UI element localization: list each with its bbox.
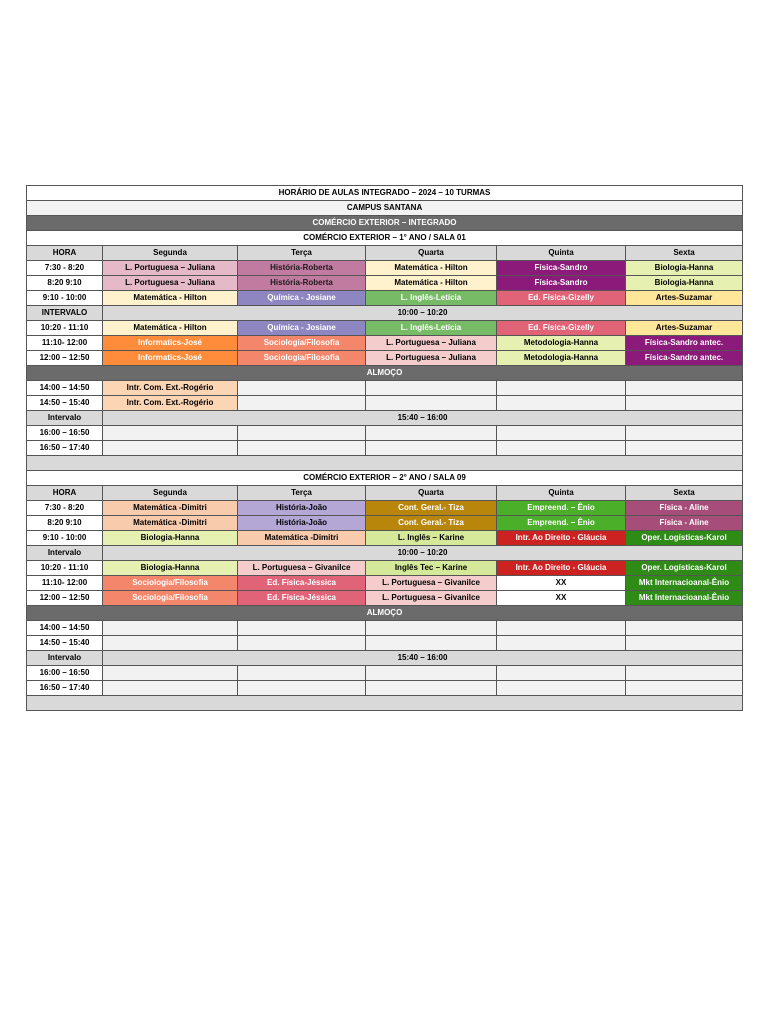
header-terca: Terça — [238, 246, 366, 261]
class-cell: L. Portuguesa – Givanilce — [238, 561, 366, 576]
class-cell: Sociologia/Filosofia — [103, 591, 238, 606]
table-row — [27, 276, 743, 291]
empty-cell — [103, 666, 238, 681]
break-time: 15:40 – 16:00 — [103, 411, 743, 426]
class-cell: Intr. Ao Direito - Gláucia — [497, 531, 626, 546]
table-row — [27, 396, 743, 411]
break-time: 10:00 – 10:20 — [103, 546, 743, 561]
empty-cell — [103, 621, 238, 636]
class-cell: Artes-Suzamar — [626, 291, 743, 306]
time-cell: 7:30 - 8:20 — [27, 501, 103, 516]
table-row — [27, 291, 743, 306]
table-row — [27, 561, 743, 576]
header-quarta: Quarta — [366, 246, 497, 261]
class-cell: Mkt Internacioanal-Ênio — [626, 576, 743, 591]
class-cell: Cont. Geral.- Tiza — [366, 516, 497, 531]
time-cell: 14:50 – 15:40 — [27, 396, 103, 411]
header-segunda: Segunda — [103, 246, 238, 261]
campus-name: CAMPUS SANTANA — [27, 201, 743, 216]
empty-cell — [238, 396, 366, 411]
class-cell: Matemática -Dimitri — [238, 531, 366, 546]
class-cell: Matemática - Hilton — [366, 261, 497, 276]
empty-cell — [626, 621, 743, 636]
break-time: 15:40 – 16:00 — [103, 651, 743, 666]
break-label: INTERVALO — [27, 306, 103, 321]
empty-cell — [366, 636, 497, 651]
empty-cell — [366, 381, 497, 396]
lunch-label: ALMOÇO — [27, 606, 743, 621]
table-row — [27, 531, 743, 546]
empty-cell — [626, 636, 743, 651]
break-label: Intervalo — [27, 546, 103, 561]
class-cell: Sociologia/Filosofia — [103, 576, 238, 591]
class-cell: Sociologia/Filosofia — [238, 336, 366, 351]
class-cell: Matemática -Dimitri — [103, 516, 238, 531]
header-quinta: Quinta — [497, 486, 626, 501]
break-row — [27, 306, 743, 321]
table-row — [27, 666, 743, 681]
table-row — [27, 351, 743, 366]
class-cell: Informatics-José — [103, 336, 238, 351]
table-row — [27, 321, 743, 336]
empty-cell — [366, 666, 497, 681]
class-cell: Biologia-Hanna — [626, 276, 743, 291]
time-cell: 11:10- 12:00 — [27, 576, 103, 591]
class-cell: Ed. Física-Jéssica — [238, 576, 366, 591]
header-quinta: Quinta — [497, 246, 626, 261]
empty-cell — [626, 396, 743, 411]
header-sexta: Sexta — [626, 246, 743, 261]
empty-cell — [238, 441, 366, 456]
class-cell: Ed. Física-Gizelly — [497, 321, 626, 336]
table-row — [27, 426, 743, 441]
class-cell: Física-Sandro antec. — [626, 351, 743, 366]
time-cell: 8:20 9:10 — [27, 516, 103, 531]
class-cell: Física-Sandro — [497, 261, 626, 276]
time-cell: 10:20 - 11:10 — [27, 321, 103, 336]
class-cell: L. Portuguesa – Juliana — [103, 276, 238, 291]
class-cell: História-Roberta — [238, 261, 366, 276]
table-row — [27, 591, 743, 606]
time-cell: 16:00 – 16:50 — [27, 426, 103, 441]
class-cell: Física-Sandro antec. — [626, 336, 743, 351]
break-row — [27, 546, 743, 561]
table-row — [27, 261, 743, 276]
time-cell: 16:50 – 17:40 — [27, 681, 103, 696]
class-cell: Sociologia/Filosofia — [238, 351, 366, 366]
class-cell: Mkt Internacioanal-Ênio — [626, 591, 743, 606]
section2-header-row — [27, 486, 743, 501]
document-title: HORÁRIO DE AULAS INTEGRADO – 2024 – 10 TURMAS — [27, 186, 743, 201]
class-cell: Intr. Com. Ext.-Rogério — [103, 396, 238, 411]
time-cell: 9:10 - 10:00 — [27, 291, 103, 306]
class-cell: XX — [497, 591, 626, 606]
empty-cell — [103, 426, 238, 441]
class-cell: Intr. Com. Ext.-Rogério — [103, 381, 238, 396]
table-row — [27, 441, 743, 456]
class-cell: XX — [497, 576, 626, 591]
class-cell: Matemática - Hilton — [366, 276, 497, 291]
header-hora: HORA — [27, 486, 103, 501]
class-cell: Matemática -Dimitri — [103, 501, 238, 516]
header-quarta: Quarta — [366, 486, 497, 501]
table-row — [27, 621, 743, 636]
break-label: Intervalo — [27, 651, 103, 666]
class-cell: L. Portuguesa – Givanilce — [366, 591, 497, 606]
class-cell: História-João — [238, 501, 366, 516]
class-cell: Física - Aline — [626, 501, 743, 516]
class-cell: Química - Josiane — [238, 321, 366, 336]
class-cell: Física - Aline — [626, 516, 743, 531]
section-divider — [27, 456, 743, 471]
empty-cell — [497, 396, 626, 411]
empty-cell — [366, 681, 497, 696]
class-cell: História-João — [238, 516, 366, 531]
class-cell: Oper. Logísticas-Karol — [626, 561, 743, 576]
course-name: COMÉRCIO EXTERIOR – INTEGRADO — [27, 216, 743, 231]
empty-cell — [238, 636, 366, 651]
schedule-document — [26, 185, 742, 711]
table-row — [27, 501, 743, 516]
class-cell: Informatics-José — [103, 351, 238, 366]
class-cell: Metodologia-Hanna — [497, 351, 626, 366]
time-cell: 14:00 – 14:50 — [27, 381, 103, 396]
class-cell: Cont. Geral.- Tiza — [366, 501, 497, 516]
class-cell: Oper. Logísticas-Karol — [626, 531, 743, 546]
break-row — [27, 651, 743, 666]
empty-cell — [238, 681, 366, 696]
empty-cell — [626, 381, 743, 396]
empty-cell — [497, 621, 626, 636]
table-row — [27, 681, 743, 696]
class-cell: L. Portuguesa – Givanilce — [366, 576, 497, 591]
empty-cell — [103, 441, 238, 456]
class-cell: Inglês Tec – Karine — [366, 561, 497, 576]
empty-cell — [238, 426, 366, 441]
class-cell: L. Portuguesa – Juliana — [103, 261, 238, 276]
class-cell: L. Portuguesa – Juliana — [366, 336, 497, 351]
empty-cell — [497, 666, 626, 681]
section1-class-title: COMÉRCIO EXTERIOR – 1° ANO / SALA 01 — [27, 231, 743, 246]
empty-cell — [626, 681, 743, 696]
class-cell: Metodologia-Hanna — [497, 336, 626, 351]
time-cell: 12:00 – 12:50 — [27, 591, 103, 606]
break-time: 10:00 – 10:20 — [103, 306, 743, 321]
header-sexta: Sexta — [626, 486, 743, 501]
time-cell: 14:00 – 14:50 — [27, 621, 103, 636]
class-cell: L. Inglês-Letícia — [366, 291, 497, 306]
empty-cell — [366, 396, 497, 411]
empty-cell — [238, 666, 366, 681]
empty-cell — [497, 681, 626, 696]
time-cell: 16:00 – 16:50 — [27, 666, 103, 681]
class-cell: Química - Josiane — [238, 291, 366, 306]
class-cell: Matemática - Hilton — [103, 321, 238, 336]
header-hora: HORA — [27, 246, 103, 261]
section1-header-row — [27, 246, 743, 261]
empty-cell — [103, 636, 238, 651]
time-cell: 9:10 - 10:00 — [27, 531, 103, 546]
empty-cell — [497, 381, 626, 396]
class-cell: Empreend. – Ênio — [497, 516, 626, 531]
class-cell: História-Roberta — [238, 276, 366, 291]
empty-cell — [497, 426, 626, 441]
empty-cell — [238, 621, 366, 636]
empty-cell — [497, 441, 626, 456]
empty-cell — [238, 381, 366, 396]
lunch-label: ALMOÇO — [27, 366, 743, 381]
table-row — [27, 576, 743, 591]
empty-cell — [626, 426, 743, 441]
break-label: Intervalo — [27, 411, 103, 426]
table-row — [27, 336, 743, 351]
class-cell: Intr. Ao Direito - Gláucia — [497, 561, 626, 576]
time-cell: 8:20 9:10 — [27, 276, 103, 291]
class-cell: L. Portuguesa – Juliana — [366, 351, 497, 366]
header-segunda: Segunda — [103, 486, 238, 501]
class-cell: Biologia-Hanna — [103, 561, 238, 576]
section-divider — [27, 696, 743, 711]
table-row — [27, 636, 743, 651]
empty-cell — [103, 681, 238, 696]
class-cell: Ed. Física-Jéssica — [238, 591, 366, 606]
empty-cell — [626, 666, 743, 681]
schedule-table — [26, 185, 743, 711]
class-cell: L. Inglês-Letícia — [366, 321, 497, 336]
time-cell: 7:30 - 8:20 — [27, 261, 103, 276]
class-cell: Física-Sandro — [497, 276, 626, 291]
time-cell: 10:20 - 11:10 — [27, 561, 103, 576]
class-cell: Biologia-Hanna — [103, 531, 238, 546]
time-cell: 16:50 – 17:40 — [27, 441, 103, 456]
empty-cell — [497, 636, 626, 651]
table-row — [27, 381, 743, 396]
time-cell: 11:10- 12:00 — [27, 336, 103, 351]
class-cell: Ed. Física-Gizelly — [497, 291, 626, 306]
class-cell: Biologia-Hanna — [626, 261, 743, 276]
empty-cell — [366, 621, 497, 636]
class-cell: Matemática - Hilton — [103, 291, 238, 306]
empty-cell — [626, 441, 743, 456]
break-row — [27, 411, 743, 426]
empty-cell — [366, 426, 497, 441]
class-cell: Artes-Suzamar — [626, 321, 743, 336]
table-row — [27, 516, 743, 531]
class-cell: L. Inglês – Karine — [366, 531, 497, 546]
time-cell: 12:00 – 12:50 — [27, 351, 103, 366]
time-cell: 14:50 – 15:40 — [27, 636, 103, 651]
class-cell: Empreend. – Ênio — [497, 501, 626, 516]
empty-cell — [366, 441, 497, 456]
header-terca: Terça — [238, 486, 366, 501]
section2-class-title: COMÉRCIO EXTERIOR – 2° ANO / SALA 09 — [27, 471, 743, 486]
